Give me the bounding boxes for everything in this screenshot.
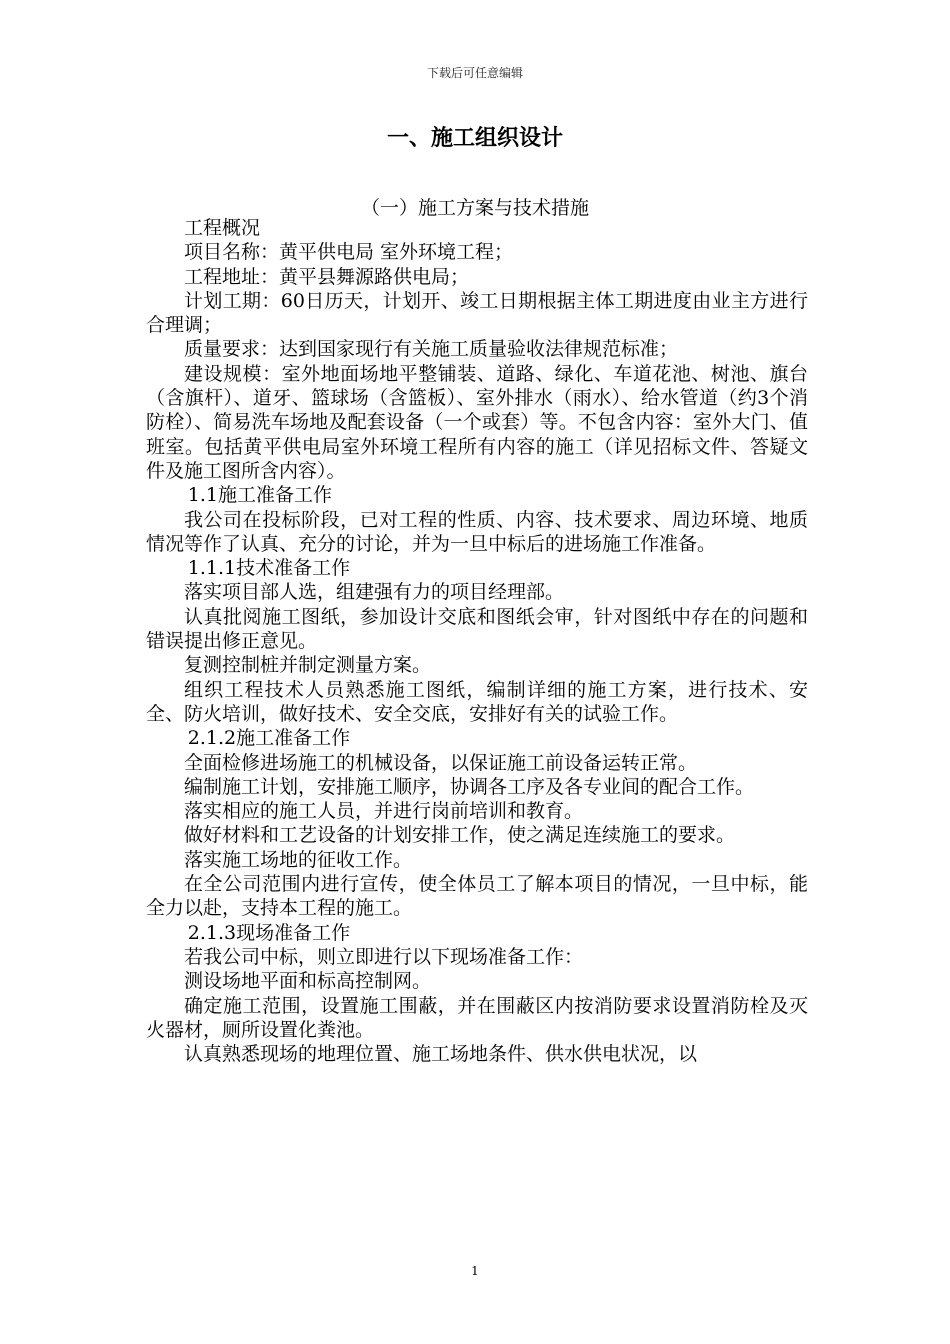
subheading: 1.1施工准备工作 [187, 484, 333, 507]
paragraph: 落实项目部人选，组建强有力的项目经理部。 [184, 581, 565, 604]
subheading: 1.1.1技术准备工作 [187, 557, 351, 580]
paragraph: 认真熟悉现场的地理位置、施工场地条件、供水供电状况，以 [184, 1043, 698, 1066]
paragraph: 若我公司中标，则立即进行以下现场准备工作： [184, 945, 584, 968]
paragraph: 编制施工计划，安排施工顺序，协调各工序及各专业间的配合工作。 [184, 775, 755, 798]
paragraph: 落实施工场地的征收工作。 [184, 848, 413, 871]
paragraph: 确定施工范围，设置施工围蔽，并在围蔽区内按消防要求设置消防栓及灭火器材，厕所设置化粪池。 [146, 994, 808, 1041]
paragraph: 质量要求：达到国家现行有关施工质量验收法律规范标准； [184, 338, 679, 361]
paragraph: 我公司在投标阶段，已对工程的性质、内容、技术要求、周边环境、地质情况等作了认真、充分的讨论，并为一旦中标后的进场施工作准备。 [146, 508, 808, 555]
header-note: 下载后可任意编辑 [426, 66, 523, 80]
section-title: （一）施工方案与技术措施 [360, 197, 589, 219]
paragraph: 工程地址：黄平县舞源路供电局； [184, 265, 470, 288]
paragraph: 做好材料和工艺设备的计划安排工作，使之满足连续施工的要求。 [184, 824, 736, 847]
paragraph: 组织工程技术人员熟悉施工图纸，编制详细的施工方案，进行技术、安全、防火培训，做好技术、安全交底，安排好有关的试验工作。 [146, 678, 808, 725]
subheading: 2.1.2施工准备工作 [187, 727, 351, 750]
paragraph: 工程概况 [184, 217, 261, 239]
document-title: 一、施工组织设计 [386, 126, 563, 151]
paragraph: 测设场地平面和标高控制网。 [184, 970, 432, 993]
paragraph: 建设规模：室外地面场地平整铺装、道路、绿化、车道花池、树池、旗台（含旗杆）、道牙、篮球场（含篮板）、室外排水（雨水）、给水管道（约3个消防栓）、简易洗车场地及配套设备（一个或套）等。不包含内容：室外大门、值班室。包括黄平供电局室外环境工程所有内容的施工（详见招标文件、答疑文件及施工图所含内容）。 [146, 362, 808, 482]
paragraph: 全面检修进场施工的机械设备，以保证施工前设备运转正常。 [184, 751, 698, 774]
subheading: 2.1.3现场准备工作 [187, 921, 351, 944]
paragraph: 项目名称：黄平供电局 室外环境工程； [184, 241, 514, 264]
paragraph: 复测控制桩并制定测量方案。 [184, 654, 432, 677]
paragraph: 落实相应的施工人员，并进行岗前培训和教育。 [184, 800, 584, 823]
paragraph: 认真批阅施工图纸，参加设计交底和图纸会审，针对图纸中存在的问题和错误提出修正意见。 [146, 605, 808, 653]
page-number: 1 [471, 1264, 479, 1278]
paragraph: 在全公司范围内进行宣传，使全体员工了解本项目的情况，一旦中标，能全力以赴，支持本工程的施工。 [146, 873, 808, 920]
document-body [146, 216, 808, 1066]
paragraph: 计划工期：60日历天，计划开、竣工日期根据主体工期进度由业主方进行合理调； [146, 289, 808, 337]
